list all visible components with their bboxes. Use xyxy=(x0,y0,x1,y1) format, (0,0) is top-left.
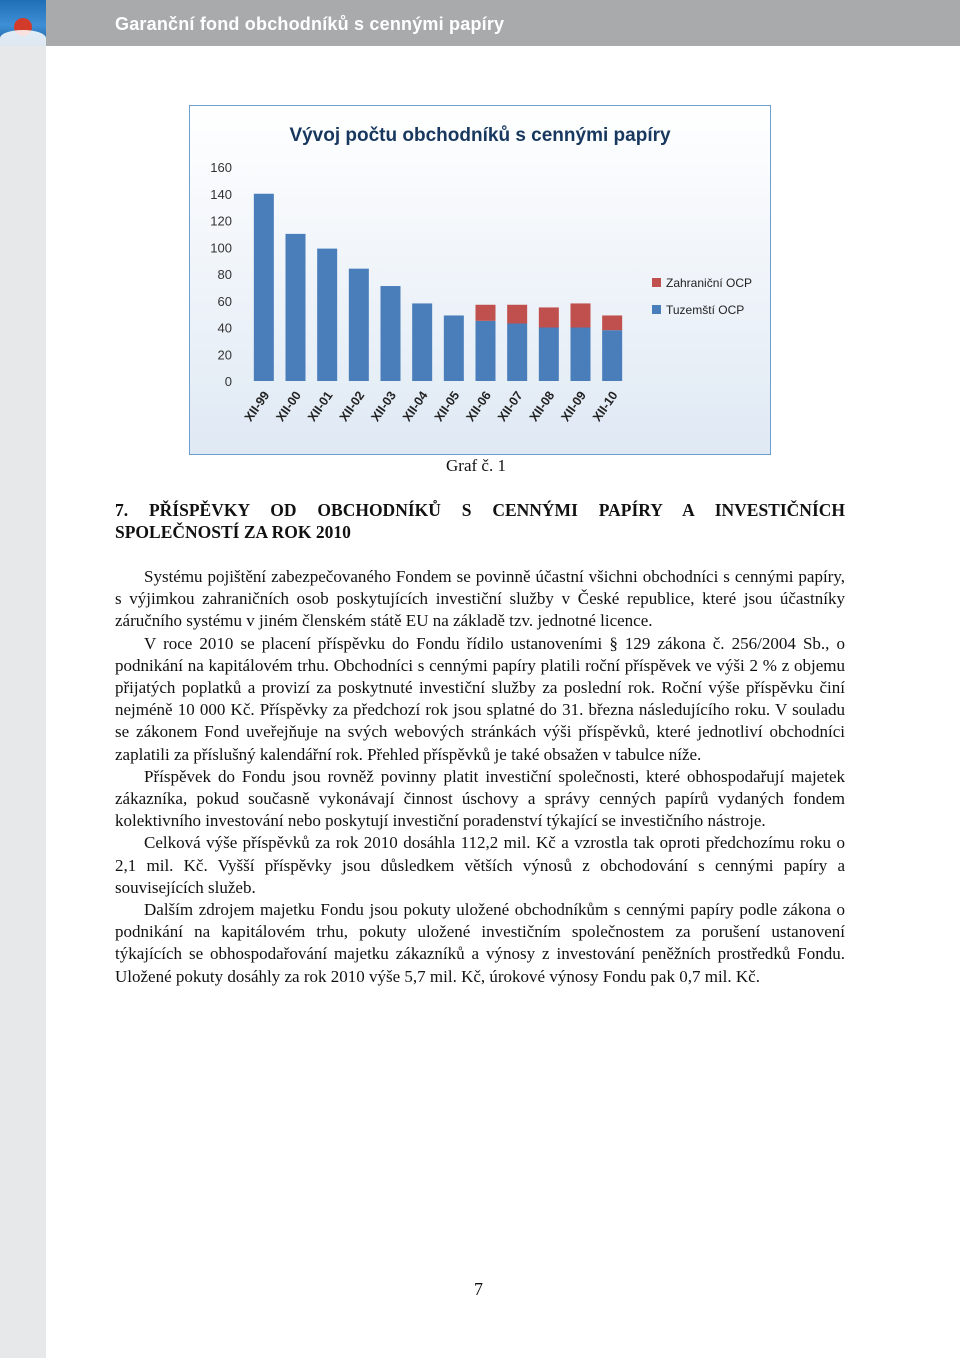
chart-frame xyxy=(189,105,771,455)
section-heading xyxy=(115,499,845,543)
bar-chart xyxy=(190,106,770,454)
x-tick-label: XII-06 xyxy=(463,388,494,425)
bar-tuzemsti-ocp xyxy=(349,269,369,381)
y-tick-label: 60 xyxy=(217,293,232,309)
bar-zahranicni-ocp xyxy=(571,303,591,327)
x-tick-label: XII-07 xyxy=(495,388,526,425)
paragraph: Systému pojištění zabezpečovaného Fondem se povinně účastní všichni obchodníci s cennými papíry, s výjimkou zahraničních osob poskytujících investiční služby v České republice, které jsou účastníky záručního systému v jiném členském státě EU na základě tzv. jednotné licence. xyxy=(115,567,845,631)
x-tick-label: XII-02 xyxy=(336,388,368,425)
bar-zahranicni-ocp xyxy=(539,307,559,327)
bar-tuzemsti-ocp xyxy=(507,323,527,381)
bar-tuzemsti-ocp xyxy=(476,321,496,381)
x-tick-label: XII-08 xyxy=(526,388,558,425)
x-tick-label: XII-05 xyxy=(431,388,463,425)
legend-label: Tuzemští OCP xyxy=(666,303,745,317)
paragraph: V roce 2010 se placení příspěvku do Fondu řídilo ustanoveními § 129 zákona č. 256/2004 Sb., o podnikání na kapitálovém trhu. Obchodníci s cennými papíry platili roční příspěvek ve výši 2 % z objemu přijatých poplatků a provizí za poskytnuté investiční služby za poslední rok. Roční výše příspěvku činí nejméně 10 000 Kč. Příspěvky za předchozí rok jsou splatné do 31. března následujícího roku. V souladu se zákonem Fond uveřejňuje na svých webových stránkách výši příspěvků, které jednotliví obchodníci zaplatili za příslušný kalendářní rok. Přehled příspěvků je také obsažen v tabulce níže. xyxy=(115,633,845,764)
bar-tuzemsti-ocp xyxy=(444,315,464,381)
bar-zahranicni-ocp xyxy=(507,305,527,324)
legend-label: Zahraniční OCP xyxy=(666,276,753,290)
section-heading-line-2: SPOLEČNOSTÍ ZA ROK 2010 xyxy=(115,522,351,542)
y-tick-label: 100 xyxy=(210,240,232,256)
page-number: 7 xyxy=(474,1279,483,1299)
y-tick-label: 0 xyxy=(224,374,232,389)
section-heading-line-1: 7. PŘÍSPĚVKY OD OBCHODNÍKŮ S CENNÝMI PAPÍRY A INVESTIČNÍCH xyxy=(115,500,845,520)
bar-tuzemsti-ocp xyxy=(539,328,559,382)
paragraph: Příspěvek do Fondu jsou rovněž povinny platit investiční společnosti, které obhospodařují majetek zákazníka, pokud současně vykonávají činnost úschovy a správy cenných papírů vydaných fondem kolektivního investování nebo poskytují investiční poradenství týkající se investičního nástroje. xyxy=(115,766,845,831)
y-tick-label: 80 xyxy=(217,267,232,282)
bar-tuzemsti-ocp xyxy=(381,286,401,381)
x-tick-label: XII-09 xyxy=(558,388,589,425)
bar-tuzemsti-ocp xyxy=(317,249,337,381)
fund-logo-icon xyxy=(0,0,46,46)
chart-title: Vývoj počtu obchodníků s cennými papíry xyxy=(289,125,671,146)
bar-tuzemsti-ocp xyxy=(286,234,306,381)
header-title: Garanční fond obchodníků s cennými papíry xyxy=(115,14,505,34)
x-tick-label: XII-99 xyxy=(241,388,273,425)
page-header xyxy=(0,0,960,46)
left-margin-strip xyxy=(0,0,46,1358)
y-tick-label: 120 xyxy=(210,213,232,229)
bar-tuzemsti-ocp xyxy=(602,330,622,381)
x-tick-label: XII-10 xyxy=(590,388,621,425)
paragraph: Dalším zdrojem majetku Fondu jsou pokuty uložené obchodníkům s cennými papíry podle zákona o podnikání na kapitálovém trhu, pokuty uložené investičním společnostem za porušení ustanovení týkajících se obhospodařování majetku zákazníků a výnosy z investování peněžních prostředků Fondu. Uložené pokuty dosáhly za rok 2010 výše 5,7 mil. Kč, úrokové výnosy Fondu pak 0,7 mil. Kč. xyxy=(115,900,845,986)
x-tick-label: XII-01 xyxy=(305,388,336,425)
legend-swatch xyxy=(652,278,661,287)
y-tick-label: 160 xyxy=(210,160,232,175)
body-text xyxy=(115,566,845,988)
bar-tuzemsti-ocp xyxy=(412,303,432,381)
legend-swatch xyxy=(652,305,661,314)
y-tick-label: 20 xyxy=(217,347,232,363)
bar-zahranicni-ocp xyxy=(602,315,622,330)
x-tick-label: XII-00 xyxy=(273,388,304,425)
bar-tuzemsti-ocp xyxy=(571,328,591,382)
bar-zahranicni-ocp xyxy=(476,305,496,321)
bar-tuzemsti-ocp xyxy=(254,194,274,381)
chart-caption: Graf č. 1 xyxy=(446,456,506,475)
logo-wave xyxy=(0,30,46,46)
y-tick-label: 40 xyxy=(217,320,232,336)
x-tick-label: XII-03 xyxy=(368,388,399,425)
y-tick-label: 140 xyxy=(210,186,232,202)
x-tick-label: XII-04 xyxy=(400,388,431,425)
paragraph: Celková výše příspěvků za rok 2010 dosáhla 112,2 mil. Kč a vzrostla tak oproti předchozímu roku o 2,1 mil. Kč. Vyšší příspěvky jsou důsledkem větších výnosů z obchodování s cennými papíry a souvisejících služeb. xyxy=(115,833,845,897)
